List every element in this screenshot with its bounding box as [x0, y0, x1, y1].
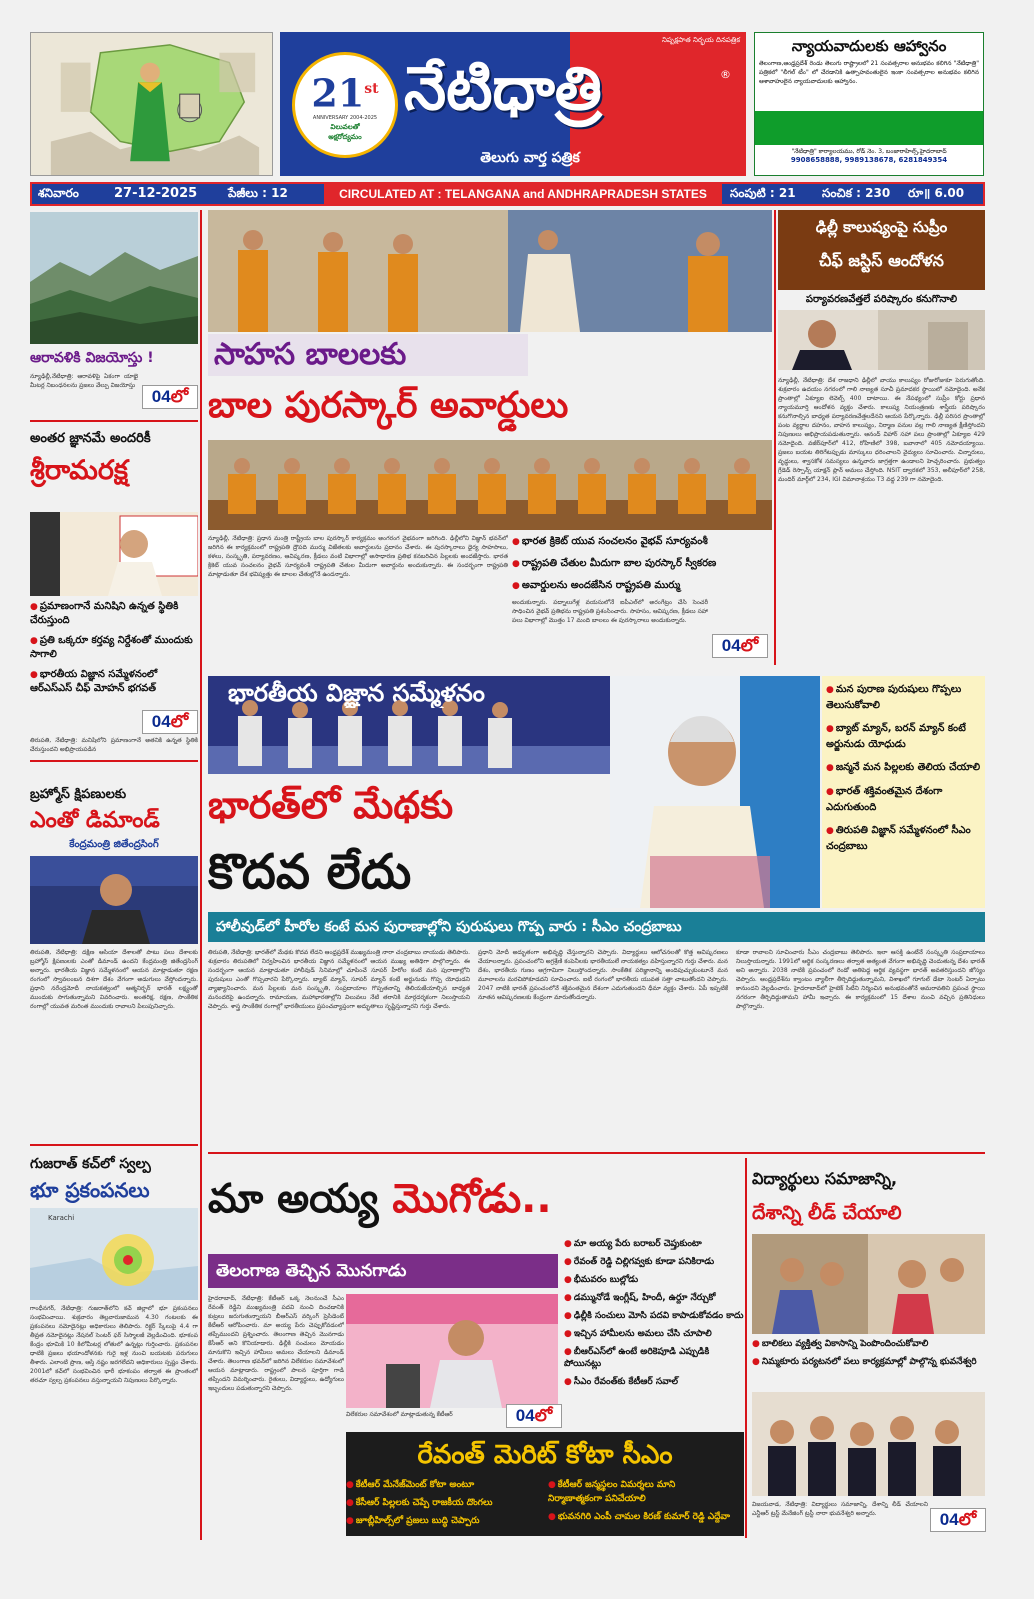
- lead-bullet-2: ● రాష్ట్రపతి చేతుల మీదుగా బాల పురస్కార్ స్వీకరణ: [512, 556, 772, 572]
- dateline-bar: [30, 182, 985, 206]
- dateline-volume: సంపుటి : 21: [730, 186, 796, 200]
- speaker-photo-icon: [30, 512, 198, 596]
- mid-bullet-5: ● తిరుపతి విజ్ఞాన్ సమ్మేళనంలో సీఎం చంద్రబాబు: [826, 823, 981, 854]
- anniversary-line3: అక్షరోద్యమం: [328, 132, 362, 141]
- dateline-issue: సంచిక : 230: [822, 186, 891, 200]
- anniversary-badge: [292, 52, 398, 158]
- ramaraksha-page-ref: [142, 710, 198, 734]
- quake-headline: భూ ప్రకంపనలు: [30, 1178, 150, 1202]
- ad-body: తెలంగాణ,ఆంధ్రప్రదేశ్ రెండు తెలుగు రాష్ట్రాలలో 21 సంవత్సరాల అనుభవం కలిగిన "నేటిధాత్రి" పత్రికలో "లీగల్ టీం" లో చేరడానికి ఉత్సాహవంతులైన ఇంకా సంవత్సరాల అనుభవం కలిగిన ఆశావాహులైన న్యాయవాదులకు ఆహ్వానం.: [759, 60, 979, 85]
- mid-headline-1: భారత్‌లో మేథకు: [208, 783, 454, 827]
- revanth-banner: రేవంత్ మెరిట్ కోటా సీఎం: [417, 1440, 673, 1470]
- lead-page-ref: [712, 634, 768, 658]
- ramaraksha-text: తిరుపతి, నేటిధాత్రి: మనిషిలోని ప్రమాణంగానే అతనికి ఉన్నత స్థితికి చేరుస్తుందని అభిప్రాయపడిన: [30, 737, 198, 753]
- anniversary-suffix: st: [364, 81, 379, 97]
- ktr-bullet-4: ● డమ్మునోడే ఇంగ్లీష్, హిందీ, ఉర్దూ నేర్చుకో: [564, 1292, 744, 1304]
- brahmos-kicker: బ్రహ్మోస్ క్షిపణులకు: [30, 787, 127, 802]
- ktr-page-number: 04: [515, 1406, 535, 1425]
- lead-text: న్యూఢిల్లీ, నేటిధాత్రి: ప్రధాన మంత్రి రాష్ట్రీయ బాల పురస్కార్ కార్యక్రమం అంగరంగ వైభవంగా జరిగింది. ఢిల్లీలోని విజ్ఞాన్ భవన్‌లో జరిగిన ఈ కార్యక్రమంలో రాష్ట్రపతి ద్రౌపది ముర్ము విజేతలకు అవార్డులను ప్రదానం చేశారు. ఈ పురస్కారాలు ధైర్య సాహసాలు, కళలు, సంస్కృతి, పర్యావరణం, ఆవిష్కరణ, క్రీడలు వంటి విభాగాల్లో అసాధారణ ప్రతిభ కనబరిచిన పిల్లలకు అందజేస్తారు. భారత క్రికెట్ యువ సంచలనం వైభవ్ సూర్యవంశీ రాష్ట్రపతి చేతుల మీదుగా అవార్డును అందుకున్నారు. ఈ సందర్భంగా రాష్ట్రపతి మాట్లాడుతూ దేశ భవిష్యత్తు ఈ బాలల చేతుల్లోనే ఉందన్నారు.: [208, 535, 508, 578]
- aravalli-photo: [30, 212, 198, 344]
- revanth-bullet-2: ● కేసీఆర్ పిల్లలకు చెప్పే రాజకీయ దొంగలు: [346, 1496, 546, 1510]
- press-meet-photo-icon: [346, 1294, 558, 1408]
- pollution-photo: [778, 310, 985, 370]
- masthead-title: నేటిధాత్రి: [404, 54, 602, 124]
- ktr-bullet-1: ● మా అయ్య పేరు బరాబర్ చెప్తుకుంటా: [564, 1238, 744, 1250]
- ad-title: న్యాయవాదులకు ఆహ్వానం: [791, 37, 947, 55]
- mid-strap: హాలీవుడ్‌లో హీరోల కంటే మన పురాణాల్లోని పురుషులు గొప్ప వారు : సీఎం చంద్రబాబు: [208, 912, 985, 942]
- mid-bullet-1: ● మన పురాణ పురుషులు గొప్పలు తెలుసుకోవాలి: [826, 682, 981, 713]
- students-page-number: 04: [939, 1510, 959, 1529]
- revanth-bullets-left: [346, 1478, 546, 1528]
- lead-bullet-1: ● భారత క్రికెట్ యువ సంచలనం వైభవ్ సూర్యవంశీ: [512, 534, 772, 550]
- ramaraksha-page-lo: లో: [170, 712, 189, 731]
- ad-address: "నేటిధాత్రి" కార్యాలయము, రోడ్ నెం. 3, బంజారాహిల్స్,హైదరాబాద్: [791, 148, 947, 155]
- ad-phones: 9908658888, 9989138678, 6281849354: [790, 156, 948, 164]
- mid-bullets-box: [822, 676, 985, 908]
- brahmos-sub: కేంద్రమంత్రి జితేంద్రసింగ్: [69, 839, 159, 850]
- minister-photo-icon: [30, 856, 198, 944]
- ramaraksha-bullets: [30, 600, 198, 696]
- students-group-photo-icon: [752, 1392, 985, 1496]
- brahmos-headline: ఎంతో డిమాండ్: [30, 808, 160, 833]
- lead-text2: అందుకున్నారు. పద్నాలుగేళ్ల వయసులోనే ఐపీఎల్‌లో అరంగేట్రం చేసి సెంచరీ సాధించిన వైభవ్ ప్రతిభను రాష్ట్రపతి ప్రశంసించారు. సాహసం, ఆవిష్కరణ, క్రీడలు సహా పలు విభాగాల్లో మొత్తం 17 మంది బాలలు ఈ పురస్కారాలు అందుకున్నారు.: [512, 599, 708, 624]
- ktr-caption: విలేకరుల సమావేశంలో మాట్లాడుతున్న కేటీఆర్: [346, 1411, 453, 1418]
- ramaraksha-bullet-3: ● భారతీయ విజ్ఞాన సమ్మేళనంలో ఆర్ఎస్ఎస్ చీఫ్ మోహన్ భగవత్: [30, 668, 170, 696]
- students-headline-2: దేశాన్ని లీడ్ చేయాలి: [752, 1202, 902, 1224]
- vijnan-banner: భారతీయ విజ్ఞాన సమ్మేళనం: [228, 679, 485, 707]
- vijnan-sammelan-photo: [208, 676, 663, 774]
- ktr-bullet-8: ● సీఎం రేవంత్‌కు కేటీఆర్ సవాల్: [564, 1376, 744, 1388]
- ktr-text-2: [208, 1470, 344, 1536]
- dateline-circulation: CIRCULATED AT : TELANGANA and ANDHRAPRADESH STATES: [324, 184, 722, 204]
- dateline-pages: పేజీలు : 12: [228, 186, 288, 200]
- lead-bullet-3: ● అవార్డులను అందజేసిన రాష్ట్రపతి ముర్ము: [512, 578, 772, 594]
- masthead-subtitle: తెలుగు వార్త పత్రిక: [480, 150, 580, 166]
- students-bullet-2: ● నిమ్మకూరు పర్యటనలో పలు కార్యక్రమాల్లో పాల్గొన్న భువనేశ్వరి: [752, 1355, 985, 1369]
- revanth-bullet-1: ● కేటీఆర్ మేనేజ్‌మెంట్ కోటా అంటూ: [346, 1478, 546, 1492]
- quake-map: [30, 1208, 198, 1300]
- group-photo-icon: [208, 440, 772, 530]
- ramaraksha-kicker: అంతర జ్ఞానమే అందరికీ: [30, 431, 151, 446]
- revanth-bullet-4: ● కేటీఆర్ జన్మస్థలం విమర్శలు మాని నిర్మాణాత్మకంగా పనిచేయాలి: [548, 1478, 678, 1506]
- ktr-headline-2: మొగోడు..: [392, 1176, 552, 1222]
- ktr-headline: [208, 1164, 744, 1234]
- lead-page-lo: లో: [740, 636, 759, 655]
- ktr-bullet-2: ● రేవంత్ రెడ్డి చిల్లిగవ్వకు కూడా పనికిరాడు: [564, 1256, 744, 1268]
- bal-puraskar-photo-top: [208, 210, 772, 332]
- aravalli-headline: ఆరావళికి విజయోస్తు !: [30, 350, 154, 366]
- aravalli-page-lo: లో: [170, 387, 189, 406]
- pollution-headline-1: ఢిల్లీ కాలుష్యంపై సుప్రీం: [815, 218, 948, 236]
- masthead-tagline: నిష్పక్షపాత నిర్భయ దినపత్రిక: [662, 36, 740, 44]
- telangana-map-icon: [31, 33, 272, 175]
- quake-kicker: గుజరాత్ కచ్‌లో స్వల్ప: [30, 1156, 151, 1172]
- registered-mark: ®: [720, 68, 731, 81]
- mid-col2: ప్రధాని మోదీ అద్భుతంగా అభివృద్ధి చేస్తున్నారని చెప్పారు. విద్యార్థులు ఆలోచనలతో కొత్త ఆవిష్కరణలు చేయాలన్నారు. ప్రపంచంలోని అగ్రశ్రేణి కంపెనీలకు భారతీయులే నాయకత్వం వహిస్తున్నారని గుర్తు చేశారు. మన దేశం, భారతీయ గుణం అగ్రగామిగా నిలుస్తోందన్నారు. సాంకేతిక పరిజ్ఞానాన్ని అందిపుచ్చుకుంటూనే మన మూలాలను మరచిపోకూడదని సూచించారు. ఐటీ రంగంలో భారతీయ యువత సత్తా చాటుతోందని చెప్పారు. 2047 నాటికి భారత్ ప్రపంచంలోనే శక్తివంతమైన దేశంగా ఎదుగుతుందని ధీమా వ్యక్తం చేశారు. ఏపీ ఇప్పటికే నూతన ఆవిష్కరణలకు కేంద్రంగా మారుతోందన్నారు.: [478, 949, 728, 1001]
- award-ceremony-icon: [208, 210, 772, 332]
- students-event-photo-icon: [752, 1234, 985, 1334]
- pollution-headline-2: చీఫ్ జస్టిస్ ఆందోళన: [819, 251, 944, 270]
- quake-text: గాంధీనగర్, నేటిధాత్రి: గుజరాత్‌లోని కచ్ జిల్లాలో భూ ప్రకంపనలు సంభవించాయి. శుక్రవారం తెల్లవారుజామున 4.30 గంటలకు ఈ ప్రకంపనలు నమోదైనట్లు అధికారులు తెలిపారు. రిక్టర్ స్కేలుపై 4.4 గా తీవ్రత నమోదైనట్లు నేషనల్ సెంటర్ ఫర్ సిస్మాలజీ వెల్లడించింది. భూకంప కేంద్రం భూమికి 10 కిలోమీటర్ల లోతులో ఉన్నట్లు గుర్తించారు. ప్రకంపనల ధాటికి ప్రజలు భయాందోళనకు గురై ఇళ్ల నుంచి బయటకు పరుగులు తీశారు. ఎలాంటి ప్రాణ, ఆస్తి నష్టం జరగలేదని అధికారులు స్పష్టం చేశారు. 2001లో కచ్‌లో సంభవించిన భారీ భూకంపం తర్వాత ఈ ప్రాంతంలో తరచూ స్వల్ప ప్రకంపనలు వస్తున్నాయని నిపుణులు పేర్కొన్నారు.: [30, 1305, 198, 1384]
- mid-bullet-2: ● బ్యాట్ మ్యాన్, బరన్ మ్యాన్ కంటే అర్జునుడు యోధుడు: [826, 721, 981, 752]
- lead-page-number: 04: [721, 636, 741, 655]
- lead-head1: [208, 334, 528, 376]
- chief-justice-photo-icon: [778, 310, 985, 370]
- ktr-photo: [346, 1294, 558, 1408]
- pollution-sub: పర్యావరణవేత్తలే పరిష్కారం కనుగొనాలి: [805, 294, 958, 305]
- mid-bullet-3: ● జన్మనే మన పిల్లలకు తెలియ చేయాలి: [826, 760, 981, 776]
- anniversary-line2: విలువలతో: [330, 122, 360, 131]
- bhagwat-photo: [30, 512, 198, 596]
- students-bullets: [752, 1338, 985, 1369]
- lead-headline-1: సాహస బాలలకు: [214, 337, 407, 372]
- telangana-map-illustration: [30, 32, 273, 176]
- quake-map-label: Karachi: [48, 1214, 75, 1222]
- students-bullet-1: ● బాలికలు వ్యక్తిత్వ వికాసాన్ని పెంపొందించుకోవాలి: [752, 1338, 985, 1351]
- ramaraksha-bullet-2: ● ప్రతి ఒక్కరూ కర్తవ్య నిర్దేశంతో ముందుకు సాగాలి: [30, 634, 198, 662]
- revanth-bullet-5: ● భువనగిరి ఎంపీ చామల కిరణ్ కుమార్ రెడ్డి ఎద్దేవా: [548, 1510, 742, 1524]
- dateline-date: 27-12-2025: [114, 186, 198, 201]
- masthead: [280, 32, 746, 176]
- students-headline-1: విద్యార్థులు సమాజాన్ని,: [752, 1169, 898, 1188]
- mid-col3: కూడా రావాలని సూచించారు సీఎం చంద్రబాబు తెలిపారు. ఇలా ఆసక్తి ఉంటేనే సంస్కృతి సంప్రదాయాలు నిలుస్తాయన్నారు. 1991లో ఆర్థిక సంస్కరణలు తర్వాత అత్యంత వేగంగా అభివృద్ధి చెందుతున్న దేశం భారత్ అని అన్నారు. 2038 నాటికి ప్రపంచంలో రెండో అతిపెద్ద ఆర్థిక వ్యవస్థగా భారత్ అవతరిస్తుందని జోస్యం చెప్పారు. ఆంధ్రప్రదేశ్‌ను క్వాంటం వ్యాలీగా తీర్చిదిద్దుతున్నామని, విశాఖలో గూగుల్ డేటా సెంటర్ ఏర్పాటు కానుందని వెల్లడించారు. హైదరాబాద్‌లో హైటెక్ సిటీని నిర్మించిన అనుభవంతోనే అమరావతిని ప్రపంచ స్థాయి నగరంగా తీర్చిదిద్దుతామని హామీ ఇచ్చారు. ఈ కార్యక్రమంలో 15 దేశాల నుంచి వచ్చిన ప్రతినిధులు పాల్గొన్నారు.: [736, 949, 985, 1010]
- ramaraksha-bullet-1: ● ప్రమాణంగానే మనిషిని ఉన్నత స్థితికి చేరుస్తుంది: [30, 600, 198, 628]
- jitendra-photo: [30, 856, 198, 944]
- ramaraksha-headline: శ్రీరామరక్ష: [30, 455, 128, 486]
- ktr-text: హైదరాబాద్, నేటిధాత్రి: కేటీఆర్ ఒక్క నెలనుంచే సీఎం రేవంత్ రెడ్డిని ముఖ్యమంత్రి పదవి నుంచి దించడానికి కుట్రలు జరుగుతున్నాయని బీఆర్ఎస్ వర్కింగ్ ప్రెసిడెంట్ కేటీఆర్ ఆరోపించారు. మా అయ్య పేరు చెప్పుకోవడంలో తప్పేముందని ప్రశ్నించారు. తెలంగాణ తెచ్చిన మొనగాడు కేసీఆర్ అని కొనియాడారు. ఢిల్లీకి సంచులు మోయడం మానుకొని ఇచ్చిన హామీలు అమలు చేయాలని డిమాండ్ చేశారు. తెలంగాణ భవన్‌లో జరిగిన విలేకరుల సమావేశంలో ఆయన మాట్లాడారు. రాష్ట్రంలో పాలన పూర్తిగా గాడి తప్పిందని విమర్శించారు. రైతులు, విద్యార్థులు, ఉద్యోగులు ఇబ్బందులు పడుతున్నారని చెప్పారు.: [208, 1295, 344, 1392]
- anniversary-number: 21: [311, 70, 365, 116]
- chandrababu-photo: [610, 676, 820, 908]
- ramaraksha-page-number: 04: [151, 712, 171, 731]
- aravalli-page-number: 04: [151, 387, 171, 406]
- chief-minister-photo-icon: [610, 676, 820, 908]
- ktr-bullet-6: ● ఇచ్చిన హామీలను అమలు చేసి చూపాలి: [564, 1328, 744, 1340]
- mid-bullet-4: ● భారత్ శక్తివంతమైన దేశంగా ఎదుగుతుంది: [826, 784, 981, 815]
- pollution-head-box: [778, 210, 985, 290]
- aravalli-page-ref: [142, 385, 198, 409]
- revanth-bullet-3: ● జూబ్లీహిల్స్‌లో ప్రజలు బుద్ధి చెప్పారు: [346, 1514, 546, 1528]
- students-page-lo: లో: [958, 1510, 977, 1529]
- pollution-text: న్యూఢిల్లీ, నేటిధాత్రి: దేశ రాజధాని ఢిల్లీలో వాయు కాలుష్యం రోజురోజుకూ పెరుగుతోంది. శుక్రవారం ఉదయం నగరంలో గాలి నాణ్యత సూచీ ప్రమాదకర స్థాయిలో నమోదైంది. అనేక ప్రాంతాల్లో ఏక్యూఐ లెవెల్స్ 400 దాటాయి. ఈ నేపథ్యంలో సుప్రీం కోర్టు ప్రధాన న్యాయమూర్తి ఆందోళన వ్యక్తం చేశారు. కాలుష్య నియంత్రణకు శాస్త్రీయ పరిష్కారం కనుగొనాల్సిన బాధ్యత పర్యావరణవేత్తలదేనని ఆయన పేర్కొన్నారు. ఢిల్లీ పరిసర ప్రాంతాల్లో పంట వ్యర్థాల దహనం, వాహన కాలుష్యం, నిర్మాణ పనుల వల్ల గాలి నాణ్యత క్షీణిస్తోందని నిపుణులు అభిప్రాయపడుతున్నారు. ఆనంద్ విహార్ సహా పలు ప్రాంతాల్లో ఏక్యూఐ 429 నమోదైంది. వజీర్‌పూర్‌లో 412, రోహిణిలో 398, బవానాలో 405 నమోదయ్యాయి. ప్రజలు బయట తిరిగేటప్పుడు మాస్కులు ధరించాలని వైద్యులు సూచించారు. చిన్నారులు, వృద్ధులు, శ్వాసకోశ సమస్యలు ఉన్నవారు జాగ్రత్తగా ఉండాలని హెచ్చరించారు. ప్రభుత్వం గ్రేడెడ్ రెస్పాన్స్ యాక్షన్ ప్లాన్ అమలు చేస్తోంది. NSIT ద్వారకలో 353, అలీపూర్‌లో 258, మందిర్ మార్గ్‌లో 234, IGI విమానాశ్రయం T3 వద్ద 239 గా నమోదైంది.: [778, 377, 985, 483]
- ktr-headline-1: మా అయ్య: [208, 1176, 379, 1222]
- ktr-sub: తెలంగాణ తెచ్చిన మొనగాడు: [208, 1254, 558, 1288]
- ktr-page-ref: [506, 1404, 562, 1428]
- anniversary-line1: ANNIVERSARY 2004-2025: [312, 114, 378, 121]
- ktr-bullet-5: ● ఢిల్లీకి సంచులు మోసి పదవి కాపాడుకోవడం కాదు: [564, 1310, 744, 1322]
- lead-headline-2: బాల పురస్కార్ అవార్డులు: [208, 385, 569, 426]
- revanth-bullets-right: [548, 1478, 742, 1524]
- ktr-bullet-7: ● బీఆర్ఎస్‌లో ఉంటే అరికెపూడి ఎప్పుడికి పోయినట్లు: [564, 1346, 744, 1370]
- aravalli-text: న్యూఢిల్లీ,నేటిధాత్రి: ఆరావళిపై ఏకంగా యాభై మీటర్ల నిబంధనలను ప్రజలు వేల్పు విజయోస్తు: [30, 373, 138, 389]
- ktr-bullet-3: ● భీమవరం బుల్లోడు: [564, 1274, 744, 1286]
- lawyer-invitation-ad: [754, 32, 984, 176]
- dateline-price: రూ॥ 6.00: [908, 186, 965, 200]
- bal-puraskar-photo-group: [208, 440, 772, 530]
- brahmos-text: తిరుపతి, నేటిధాత్రి: దక్షిణ ఆసియా దేశాలతో పాటు పలు దేశాలకు బ్రహ్మోస్ క్షిపణులకు ఎంతో డిమాండ్ ఉందని కేంద్రమంత్రి జితేంద్రసింగ్ అన్నారు. భారతీయ విజ్ఞాన సమ్మేళనంలో ఆయన మాట్లాడుతూ రక్షణ రంగంలో స్వావలంబన దిశగా దేశం వేగంగా అడుగులు వేస్తోందన్నారు. ప్రధాని నరేంద్రమోదీ నాయకత్వంలో ఆత్మనిర్భర్ భారత్ లక్ష్యంతో ముందుకు సాగుతున్నామని వివరించారు. అంతరిక్ష, రక్షణ, సాంకేతిక రంగాల్లో యువత మరింత ముందుకు రావాలని పిలుపునిచ్చారు.: [30, 949, 198, 1010]
- dateline-day: శనివారం: [38, 186, 79, 200]
- students-photo-bottom: [752, 1392, 985, 1496]
- lead-bullets: [512, 534, 772, 594]
- students-photo-top: [752, 1234, 985, 1334]
- students-text: విజయవాడ, నేటిధాత్రి: విద్యార్థులు సమాజాన్ని, దేశాన్ని లీడ్ చేయాలని ఎన్టీఆర్ ట్రస్ట్ మేనేజింగ్ ట్రస్టీ నారా భువనేశ్వరి అన్నారు.: [752, 1501, 928, 1517]
- ktr-bullets: [564, 1238, 744, 1388]
- students-page-ref: [930, 1508, 986, 1532]
- mid-headline-2: కొదవ లేదు: [208, 844, 412, 900]
- mountain-photo-icon: [30, 212, 198, 344]
- ktr-page-lo: లో: [534, 1406, 553, 1425]
- mid-col1: తిరుపతి, నేటిధాత్రి: భారత్‌లో మేథకు కొదవ లేదని ఆంధ్రప్రదేశ్ ముఖ్యమంత్రి నారా చంద్రబాబు నాయుడు తెలిపారు. శుక్రవారం తిరుపతిలో నిర్వహించిన భారతీయ విజ్ఞాన సమ్మేళనంలో ఆయన ముఖ్య అతిథిగా పాల్గొన్నారు. ఈ సందర్భంగా ఆయన మాట్లాడుతూ హాలీవుడ్ సినిమాల్లో చూపించే సూపర్ హీరోల కంటే మన పురాణాల్లోని పురుషులు ఎంతో గొప్పవారని పేర్కొన్నారు. బ్యాట్ మ్యాన్, సూపర్ మ్యాన్ కంటే అర్జునుడు గొప్ప యోధుడని వ్యాఖ్యానించారు. మన పిల్లలకు మన సంస్కృతి, సంప్రదాయాల గొప్పతనాన్ని తెలియజేయాల్సిన బాధ్యత మనందరిపై ఉందన్నారు. రామాయణ, మహాభారతాల్లోని విలువలు నేటి తరానికి మార్గదర్శకంగా నిలుస్తాయని చెప్పారు. శాస్త్ర సాంకేతిక రంగాల్లో భారతీయులు ప్రపంచవ్యాప్తంగా అద్భుతాలు సృష్టిస్తున్నారని గుర్తు చేశారు.: [208, 949, 470, 1010]
